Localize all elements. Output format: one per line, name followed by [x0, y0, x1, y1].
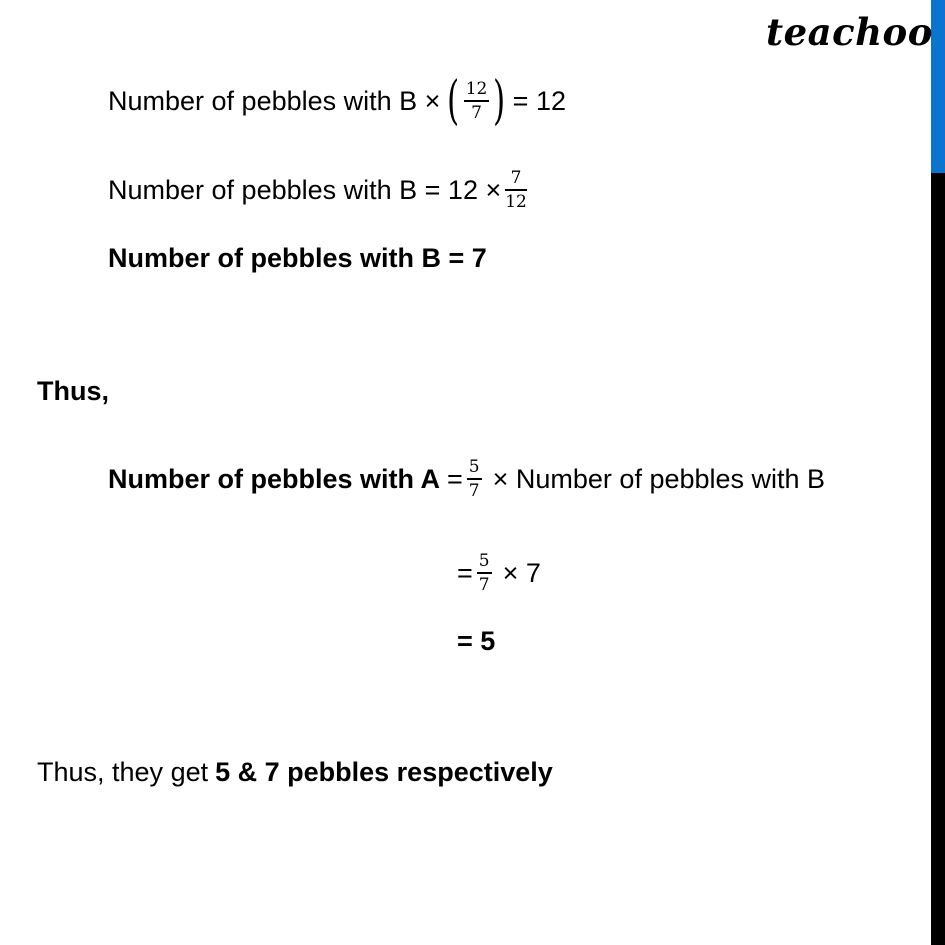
numerator: 5: [478, 551, 490, 571]
numerator: 12: [465, 79, 488, 100]
equation-text: =: [457, 557, 473, 588]
left-paren: (: [447, 71, 460, 131]
conclusion-answer: 5 & 7 pebbles respectively: [215, 757, 553, 787]
denominator: 7: [478, 574, 490, 595]
denominator: 7: [471, 102, 482, 123]
equation-text: × Number of pebbles with B: [492, 463, 826, 494]
equation-text: Number of pebbles with B ×: [108, 86, 441, 116]
equation-line-3: Number of pebbles with B = 7: [108, 243, 487, 273]
fraction: [477, 551, 492, 595]
equation-text: = 12: [512, 86, 566, 116]
right-paren: ): [493, 71, 506, 131]
denominator: 12: [505, 191, 527, 212]
equation-text: =: [447, 463, 463, 494]
numerator: 7: [510, 168, 522, 188]
equation-line-5: [457, 551, 541, 595]
fraction-bar: [477, 572, 492, 574]
equation-text: × 7: [502, 557, 541, 588]
teachoo-logo: teachoo: [766, 10, 933, 54]
fraction-bar: [467, 478, 482, 480]
denominator: 7: [468, 480, 480, 501]
fraction-bar: [505, 189, 527, 191]
equation-line-6: = 5: [457, 626, 496, 656]
equation-line-1: [108, 71, 566, 131]
thus-heading: Thus,: [37, 376, 109, 406]
conclusion-text: Thus, they get: [37, 757, 209, 787]
equation-text-bold: Number of pebbles with A: [108, 463, 441, 494]
conclusion-line: [37, 756, 553, 788]
fraction: [467, 457, 482, 501]
side-progress-bar: [931, 0, 945, 945]
fraction: [505, 168, 527, 212]
fraction-bar: [464, 100, 490, 102]
equation-line-4: [108, 457, 825, 501]
fraction: [464, 79, 490, 123]
equation-text: Number of pebbles with B = 12 ×: [108, 174, 502, 205]
equation-line-2: [108, 168, 531, 212]
numerator: 5: [468, 457, 480, 477]
progress-indicator: [931, 0, 945, 173]
